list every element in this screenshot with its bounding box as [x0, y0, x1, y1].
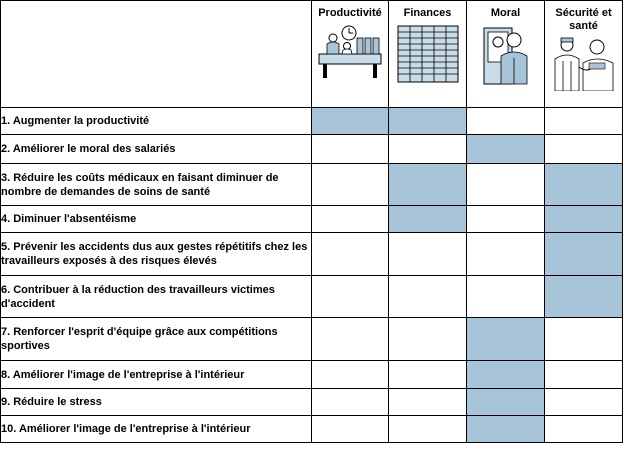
column-label: Productivité — [318, 7, 382, 19]
matrix-cell — [467, 416, 545, 443]
matrix-cell — [312, 416, 389, 443]
table-row — [1, 416, 623, 443]
row-label: 7. Renforcer l'esprit d'équipe grâce aux compétitions sportives — [1, 318, 312, 361]
matrix-cell — [467, 206, 545, 233]
ledger-spreadsheet-icon — [396, 24, 460, 84]
matrix-cell — [389, 318, 467, 361]
column-header-securite — [545, 1, 623, 108]
matrix-cell — [389, 389, 467, 416]
row-label: 3. Réduire les coûts médicaux en faisant diminuer de nombre de demandes de soins de santé — [1, 164, 312, 206]
column-label: Finances — [403, 7, 452, 19]
matrix-cell — [389, 108, 467, 135]
table-row — [1, 389, 623, 416]
matrix-cell — [312, 318, 389, 361]
column-header-moral — [467, 1, 545, 108]
row-label: 2. Améliorer le moral des salariés — [1, 135, 312, 164]
row-label: 9. Réduire le stress — [1, 389, 312, 416]
matrix-cell — [312, 206, 389, 233]
matrix-cell — [312, 135, 389, 164]
matrix-cell — [545, 276, 623, 318]
factory-workers-icon — [317, 24, 383, 80]
column-label: Sécurité et santé — [555, 7, 612, 32]
matrix-cell — [545, 206, 623, 233]
doctor-patient-icon — [553, 37, 615, 91]
matrix-cell — [389, 206, 467, 233]
matrix-cell — [389, 135, 467, 164]
table-row — [1, 318, 623, 361]
table-row — [1, 135, 623, 164]
matrix-cell — [467, 108, 545, 135]
matrix-cell — [312, 164, 389, 206]
row-label: 1. Augmenter la productivité — [1, 108, 312, 135]
matrix-cell — [545, 108, 623, 135]
matrix-cell — [545, 233, 623, 276]
matrix-body — [1, 108, 623, 443]
matrix-cell — [312, 276, 389, 318]
matrix-cell — [545, 416, 623, 443]
matrix-cell — [389, 361, 467, 389]
row-label: 10. Améliorer l'image de l'entreprise à l'intérieur — [1, 416, 312, 443]
column-header-productivite — [312, 1, 389, 108]
column-header-finances — [389, 1, 467, 108]
matrix-cell — [545, 361, 623, 389]
matrix-cell — [467, 389, 545, 416]
table-row — [1, 233, 623, 276]
matrix-cell — [467, 361, 545, 389]
matrix-cell — [389, 276, 467, 318]
matrix-cell — [467, 233, 545, 276]
table-row — [1, 108, 623, 135]
table-row — [1, 164, 623, 206]
corner-cell — [1, 1, 312, 108]
matrix-cell — [545, 318, 623, 361]
matrix-cell — [312, 108, 389, 135]
matrix-cell — [467, 135, 545, 164]
worker-mirror-icon — [481, 24, 531, 86]
table-row — [1, 276, 623, 318]
matrix-cell — [312, 233, 389, 276]
row-label: 8. Améliorer l'image de l'entreprise à l'intérieur — [1, 361, 312, 389]
matrix-cell — [545, 164, 623, 206]
matrix-cell — [467, 276, 545, 318]
row-label: 4. Diminuer l'absentéisme — [1, 206, 312, 233]
row-label: 5. Prévenir les accidents dus aux gestes répétitifs chez les travailleurs exposés à des risques élevés — [1, 233, 312, 276]
matrix-cell — [312, 389, 389, 416]
matrix-cell — [389, 164, 467, 206]
table-row — [1, 206, 623, 233]
column-label: Moral — [490, 7, 521, 19]
matrix-cell — [467, 318, 545, 361]
matrix-cell — [545, 135, 623, 164]
matrix-cell — [545, 389, 623, 416]
table-row — [1, 361, 623, 389]
row-label: 6. Contribuer à la réduction des travailleurs victimes d'accident — [1, 276, 312, 318]
matrix-cell — [389, 416, 467, 443]
matrix-cell — [312, 361, 389, 389]
matrix-cell — [389, 233, 467, 276]
matrix-cell — [467, 164, 545, 206]
